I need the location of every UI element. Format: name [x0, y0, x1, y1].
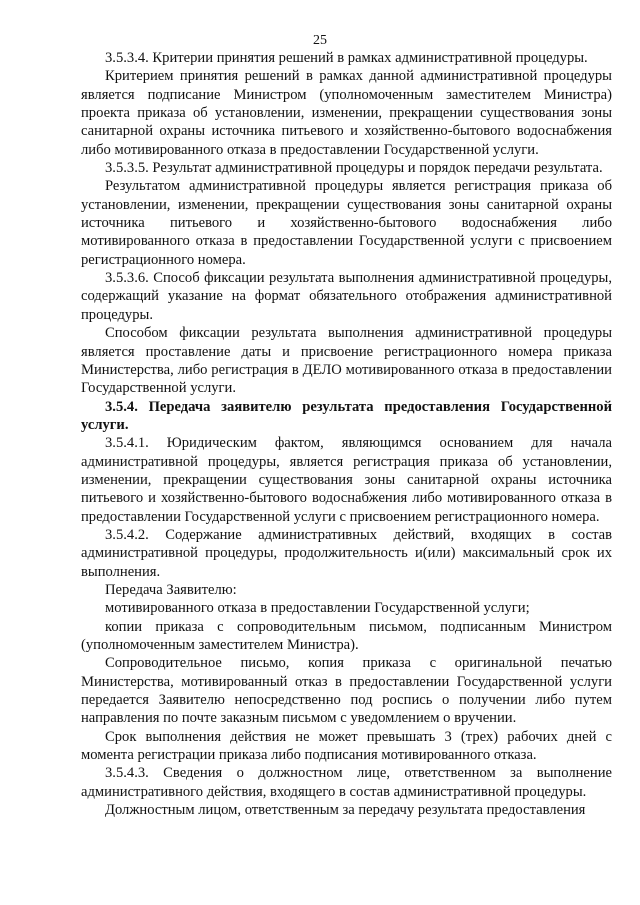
paragraph: Передача Заявителю:: [105, 581, 237, 598]
paragraph-3-5-3-4: 3.5.3.4. Критерии принятия решений в рамках административной процедуры.: [105, 50, 588, 66]
list-item: копии приказа с сопроводительным письмом, подписанным Министром (уполномоченным заместителем Министра).: [81, 618, 612, 653]
section-heading-3-5-4: 3.5.4. Передача заявителю результата предоставления Государственной услуги.: [81, 398, 612, 433]
paragraph: Сопроводительное письмо, копия приказа с оригинальной печатью Министерства, мотивированный отказ в предоставлении Государственной услуги передается Заявителю непосредственно под роспись о получении либо путем направления по почте заказным письмом с уведомлением о вручении.: [81, 655, 612, 727]
paragraph-3-5-3-6: 3.5.3.6. Способ фиксации результата выполнения административной процедуры, содержащий указание на формат обязательного отображения административной процедуры.: [81, 270, 612, 323]
list-item: мотивированного отказа в предоставлении Государственной услуги;: [105, 600, 530, 617]
paragraph: Результатом административной процедуры является регистрация приказа об установлении, изменении, прекращении существования зоны санитарной охраны источника питьевого и хозяйственно-бытового водоснабжения либо мотивированного отказа в предоставлении Государственной услуги с присвоением регистрационного номера.: [81, 178, 612, 268]
paragraph-3-5-4-2: 3.5.4.2. Содержание административных действий, входящих в состав административной процедуры, продолжительность и(или) максимальный срок их выполнения.: [81, 526, 612, 580]
paragraph: Должностным лицом, ответственным за передачу результата предоставления: [105, 802, 586, 819]
paragraph-3-5-4-3: 3.5.4.3. Сведения о должностном лице, ответственном за выполнение административного действия, входящего в состав административной процедуры.: [81, 765, 612, 800]
paragraph-3-5-4-1: 3.5.4.1. Юридическим фактом, являющимся основанием для начала административной процедуры, является регистрация приказа об установлении, изменении, прекращении существования зоны санитарной охраны источника питьевого и хозяйственно-бытового водоснабжения либо мотивированного отказа в предоставлении Государственной услуги с присвоением регистрационного номера.: [81, 435, 612, 525]
paragraph: Критерием принятия решений в рамках данной административной процедуры является подписание Министром (уполномоченным заместителем Министра) проекта приказа об установлении, изменении, прекращении существования зоны санитарной охраны источника питьевого и хозяйственно-бытового водоснабжения либо мотивированного отказа в предоставлении Государственной услуги.: [81, 68, 612, 158]
paragraph: Срок выполнения действия не может превышать 3 (трех) рабочих дней с момента регистрации приказа либо подписания мотивированного отказа.: [81, 728, 612, 764]
paragraph: Способом фиксации результата выполнения административной процедуры является проставление даты и присвоение регистрационного номера приказа Министерства, либо регистрация в ДЕЛО мотивированного отказа в предоставлении Государственной услуги.: [81, 325, 612, 397]
document-body: [81, 49, 612, 819]
paragraph-3-5-3-5: 3.5.3.5. Результат административной процедуры и порядок передачи результата.: [105, 160, 603, 177]
page-number: 25: [313, 33, 327, 48]
